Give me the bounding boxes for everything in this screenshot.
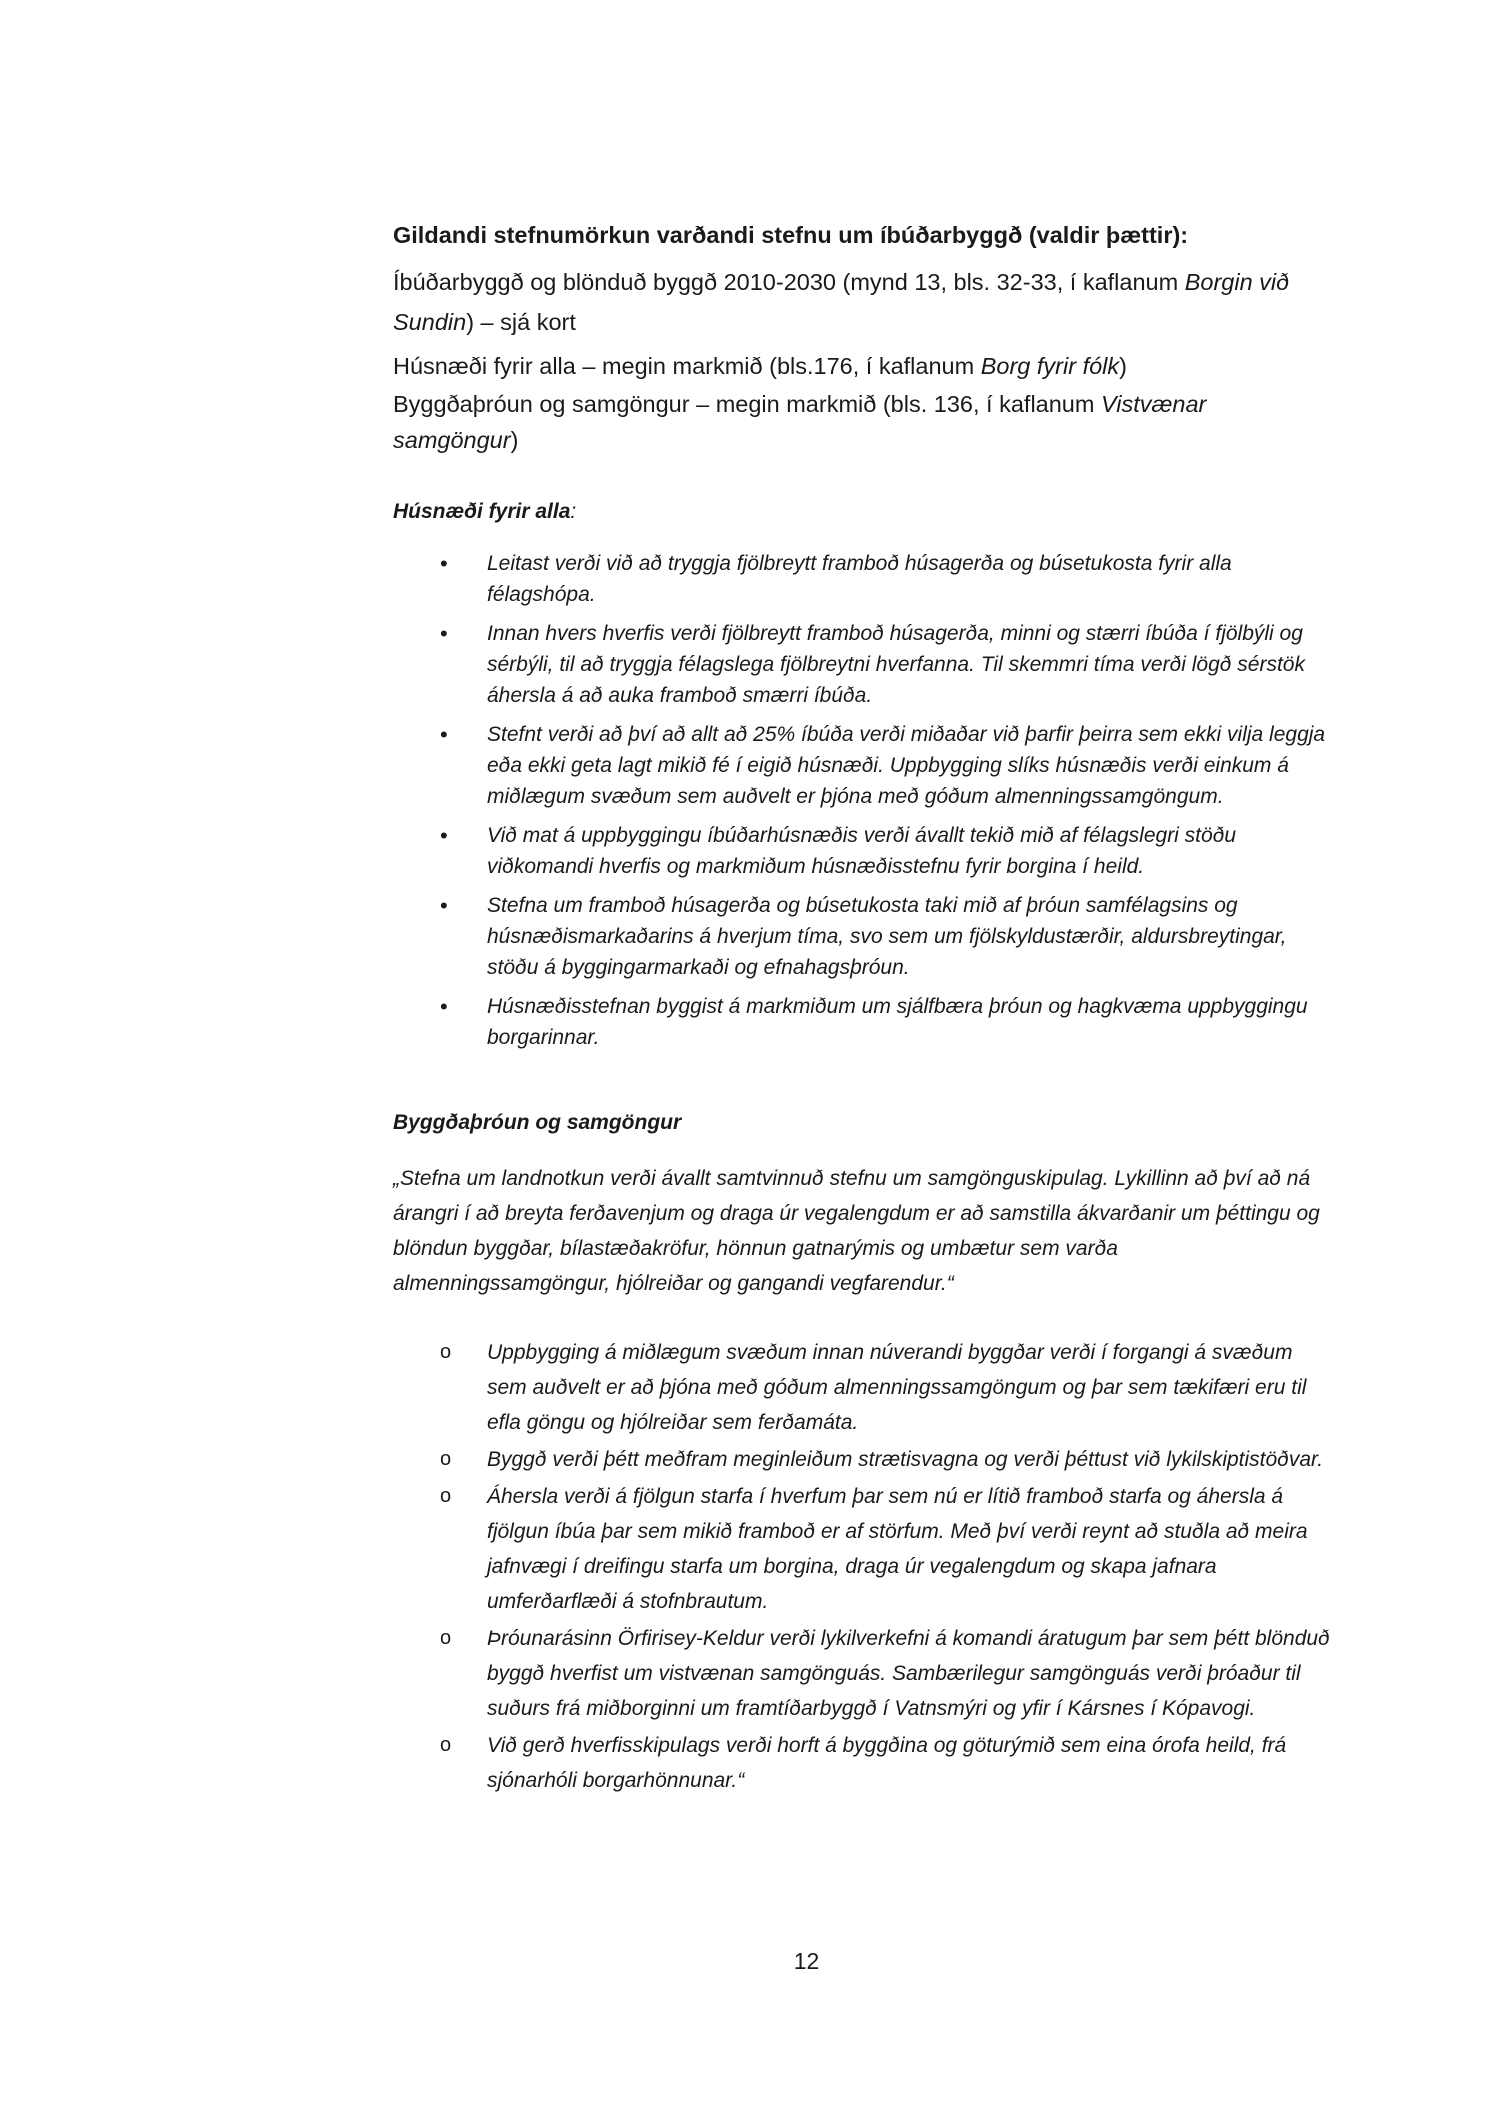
bullet-icon: • xyxy=(440,621,448,646)
circle-bullet-icon: o xyxy=(440,1341,452,1363)
list-item: • Stefna um framboð húsagerða og búsetukosta taki mið af þróun samfélagsins og húsnæðismarkaðarins á hverjum tíma, svo sem um fjölskyldustærðir, aldursbreytingar, stöðu á byggingarmarkaði og efnahagsþróun. xyxy=(393,890,1333,983)
list-item: o Áhersla verði á fjölgun starfa í hverfum þar sem nú er lítið framboð starfa og áhersla á fjölgun íbúa þar sem mikið framboð er af störfum. Með því verði reynt að stuðla að meira jafnvægi í dreifingu starfa um borgina, draga úr vegalengdum og skapa jafnara umferðarflæði á stofnbrautum. xyxy=(393,1479,1333,1619)
list-item: o Byggð verði þétt meðfram meginleiðum strætisvagna og verði þéttust við lykilskiptistöðvar. xyxy=(393,1442,1333,1477)
list-item: o Við gerð hverfisskipulags verði horft á byggðina og göturýmið sem eina órofa heild, frá sjónarhóli borgarhönnunar.“ xyxy=(393,1728,1333,1798)
page-number: 12 xyxy=(793,1948,820,1974)
circle-bullet-icon: o xyxy=(440,1485,452,1507)
reference-3: Byggðaþróun og samgöngur – megin markmið (bls. 136, í kaflanum Vistvænar samgöngur) xyxy=(393,391,1207,453)
section-title-housing: Húsnæði fyrir alla: xyxy=(393,500,577,523)
reference-1: Íbúðarbyggð og blönduð byggð 2010-2030 (mynd 13, bls. 32-33, í kaflanum Borgin við Sundin) – sjá kort xyxy=(393,269,1290,335)
section-title-development: Byggðaþróun og samgöngur xyxy=(393,1111,682,1134)
document-page xyxy=(393,220,1333,1800)
bullet-icon: • xyxy=(440,722,448,747)
policy-quote: „Stefna um landnotkun verði ávallt samtvinnuð stefnu um samgönguskipulag. Lykillinn að því að ná árangri í að breyta ferðavenjum og draga úr vegalengdum er að samstilla ákvarðanir um þéttingu og blöndun byggðar, bílastæðakröfur, hönnun gatnarýmis og umbætur sem varða almenningssamgöngur, hjólreiðar og gangandi vegfarendur.“ xyxy=(393,1167,1320,1295)
bullet-icon: • xyxy=(440,823,448,848)
bullet-icon: • xyxy=(440,551,448,576)
bullet-icon: • xyxy=(440,994,448,1019)
housing-list xyxy=(393,548,1333,1053)
list-item: o Þróunarásinn Örfirisey-Keldur verði lykilverkefni á komandi áratugum þar sem þétt blönduð byggð hverfist um vistvænan samgönguás. Sambærilegur samgönguás verði þróaður til suðurs frá miðborginni um framtíðarbyggð í Vatnsmýri og yfir í Kársnes í Kópavogi. xyxy=(393,1621,1333,1726)
list-item: • Húsnæðisstefnan byggist á markmiðum um sjálfbæra þróun og hagkvæma uppbyggingu borgarinnar. xyxy=(393,991,1333,1053)
reference-2: Húsnæði fyrir alla – megin markmið (bls.176, í kaflanum Borg fyrir fólk) xyxy=(393,353,1127,379)
page-heading: Gildandi stefnumörkun varðandi stefnu um íbúðarbyggð (valdir þættir): xyxy=(393,222,1189,248)
bullet-icon: • xyxy=(440,893,448,918)
circle-bullet-icon: o xyxy=(440,1448,452,1470)
list-item: • Leitast verði við að tryggja fjölbreytt framboð húsagerða og búsetukosta fyrir alla félagshópa. xyxy=(393,548,1333,610)
list-item: o Uppbygging á miðlægum svæðum innan núverandi byggðar verði í forgangi á svæðum sem auðvelt er að þjóna með góðum almenningssamgöngum og þar sem tækifæri eru til efla göngu og hjólreiðar sem ferðamáta. xyxy=(393,1335,1333,1440)
circle-bullet-icon: o xyxy=(440,1734,452,1756)
list-item: • Við mat á uppbyggingu íbúðarhúsnæðis verði ávallt tekið mið af félagslegri stöðu viðkomandi hverfis og markmiðum húsnæðisstefnu fyrir borgina í heild. xyxy=(393,820,1333,882)
list-item: • Stefnt verði að því að allt að 25% íbúða verði miðaðar við þarfir þeirra sem ekki vilja leggja eða ekki geta lagt mikið fé í eigið húsnæði. Uppbygging slíks húsnæðis verði einkum á miðlægum svæðum sem auðvelt er þjóna með góðum almenningssamgöngum. xyxy=(393,719,1333,812)
circle-bullet-icon: o xyxy=(440,1627,452,1649)
development-list xyxy=(393,1335,1333,1798)
list-item: • Innan hvers hverfis verði fjölbreytt framboð húsagerða, minni og stærri íbúða í fjölbýli og sérbýli, til að tryggja félagslega fjölbreytni hverfanna. Til skemmri tíma verði lögð sérstök áhersla á að auka framboð smærri íbúða. xyxy=(393,618,1333,711)
